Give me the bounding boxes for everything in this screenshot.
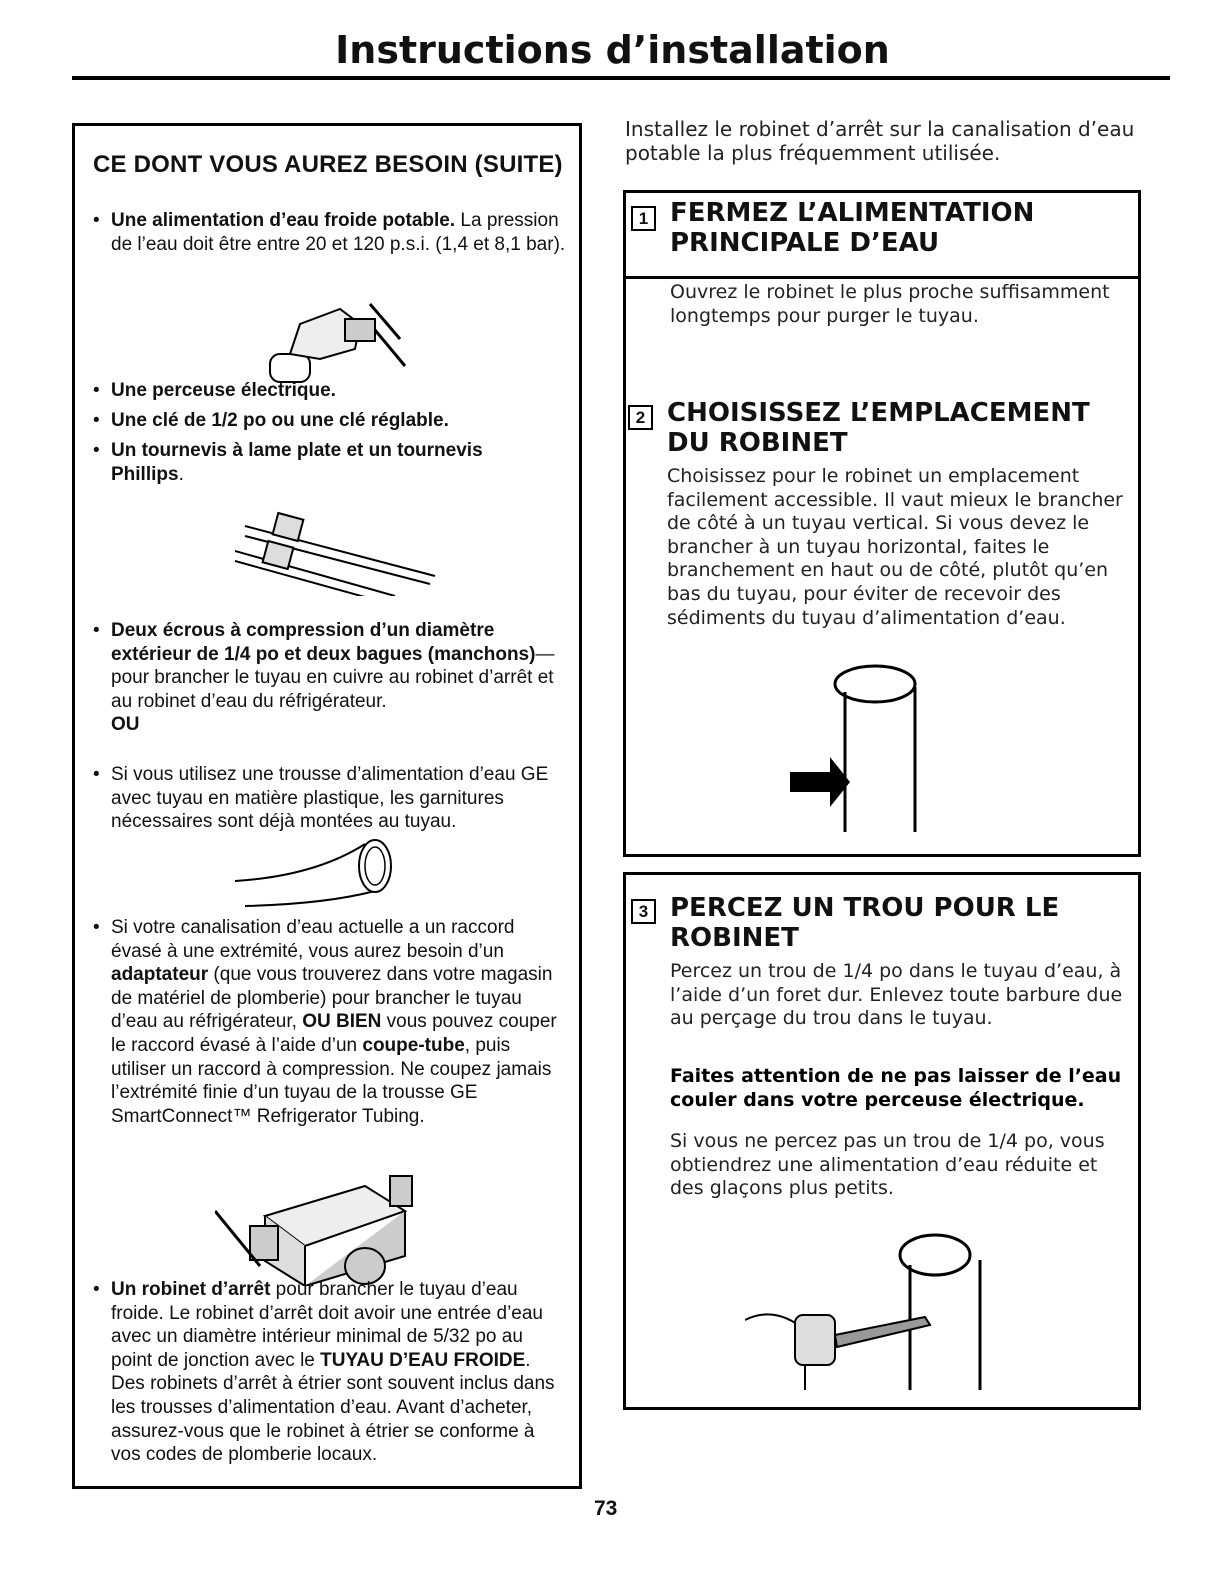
item-drill: • Une perceuse électrique. [93, 380, 336, 401]
page-title: Instructions d’installation [335, 28, 890, 72]
item-shutoff-valve: • Un robinet d’arrêt pour brancher le tuyau d’eau froide. Le robinet d’arrêt doit avoir une entrée d’eau avec un diamètre intérieur minimal de 5/32 po au point de jonction avec le TUYAU D’EAU FROIDE. Des robinets d’arrêt à étrier sont souvent inclus dans les trousses d’alimentation d’eau. Avant d’acheter, assurez-vous que le robinet à étrier se conforme à vos codes de plomberie locaux. [93, 1279, 555, 1466]
plastic-tubing-illustration [225, 836, 405, 916]
intro-text: Installez le robinet d’arrêt sur la canalisation d’eau potable la plus fréquemment utilisée. [625, 117, 1135, 165]
shutoff-valve-illustration [215, 1166, 435, 1286]
step-1-title: FERMEZ L’ALIMENTATION PRINCIPALE D’EAU [670, 198, 1035, 258]
compression-nuts-illustration [235, 496, 445, 596]
drilling-pipe-illustration [745, 1225, 995, 1395]
item-wrench: • Une clé de 1/2 po ou une clé réglable. [93, 410, 449, 431]
step-3-body: Percez un trou de 1/4 po dans le tuyau d’eau, à l’aide d’un foret dur. Enlevez toute barbure due au perçage du trou dans le tuyau. [670, 960, 1123, 1030]
item-water-supply: • Une alimentation d’eau froide potable. La pression de l’eau doit être entre 20 et 120 p.s.i. (1,4 et 8,1 bar). [93, 210, 566, 255]
item-screwdrivers: • Un tournevis à lame plate et un tournevis Phillips. [93, 440, 483, 485]
supplies-heading: CE DONT VOUS AUREZ BESOIN (SUITE) [93, 151, 563, 178]
step-2-number: 2 [628, 405, 653, 430]
step-3-note: Si vous ne percez pas un trou de 1/4 po, vous obtiendrez une alimentation d’eau réduite et des glaçons plus petits. [670, 1130, 1105, 1200]
vertical-pipe-arrow-illustration [790, 662, 930, 837]
step-3-title: PERCEZ UN TROU POUR LE ROBINET [670, 893, 1060, 953]
step-3-warning: Faites attention de ne pas laisser de l’eau couler dans votre perceuse électrique. [670, 1065, 1122, 1111]
step-3-number: 3 [631, 899, 656, 924]
step-1-box [623, 190, 1141, 327]
page-number: 73 [594, 1497, 618, 1520]
supplies-box [72, 123, 582, 1489]
step-2-title: CHOISISSEZ L’EMPLACEMENT DU ROBINET [667, 398, 1090, 458]
step-1-body: Ouvrez le robinet le plus proche suffisamment longtemps pour purger le tuyau. [670, 281, 1110, 327]
step-2-body: Choisissez pour le robinet un emplacement facilement accessible. Il vaut mieux le brancher de côté à un tuyau vertical. Si vous devez le brancher à un tuyau horizontal, faites le branchement en haut ou de côté, plutôt qu’en bas du tuyau, pour éviter de recevoir des sédiments du tuyau d’alimentation d’eau. [667, 465, 1123, 629]
item-plastic-kit: • Si vous utilisez une trousse d’alimentation d’eau GE avec tuyau en matière plastique, les garnitures nécessaires sont déjà montées au tuyau. [93, 764, 549, 833]
item-adapter: • Si votre canalisation d’eau actuelle a un raccord évasé à une extrémité, vous aurez besoin d’un adaptateur (que vous trouverez dans votre magasin de matériel de plomberie) pour brancher le tuyau d’eau au réfrigérateur, OU BIEN vous pouvez couper le raccord évasé à l’aide d’un coupe-tube, puis utiliser un raccord à compression. Ne coupez jamais l’extrémité finie d’un tuyau de la trousse GE SmartConnect™ Refrigerator Tubing. [93, 917, 557, 1127]
step-1-number: 1 [631, 206, 656, 231]
item-compression-nuts: • Deux écrous à compression d’un diamètre extérieur de 1/4 po et deux bagues (manchons)—pour brancher le tuyau en cuivre au robinet d’arrêt et au robinet d’eau du réfrigérateur. OU [93, 620, 555, 736]
title-rule [72, 76, 1170, 80]
